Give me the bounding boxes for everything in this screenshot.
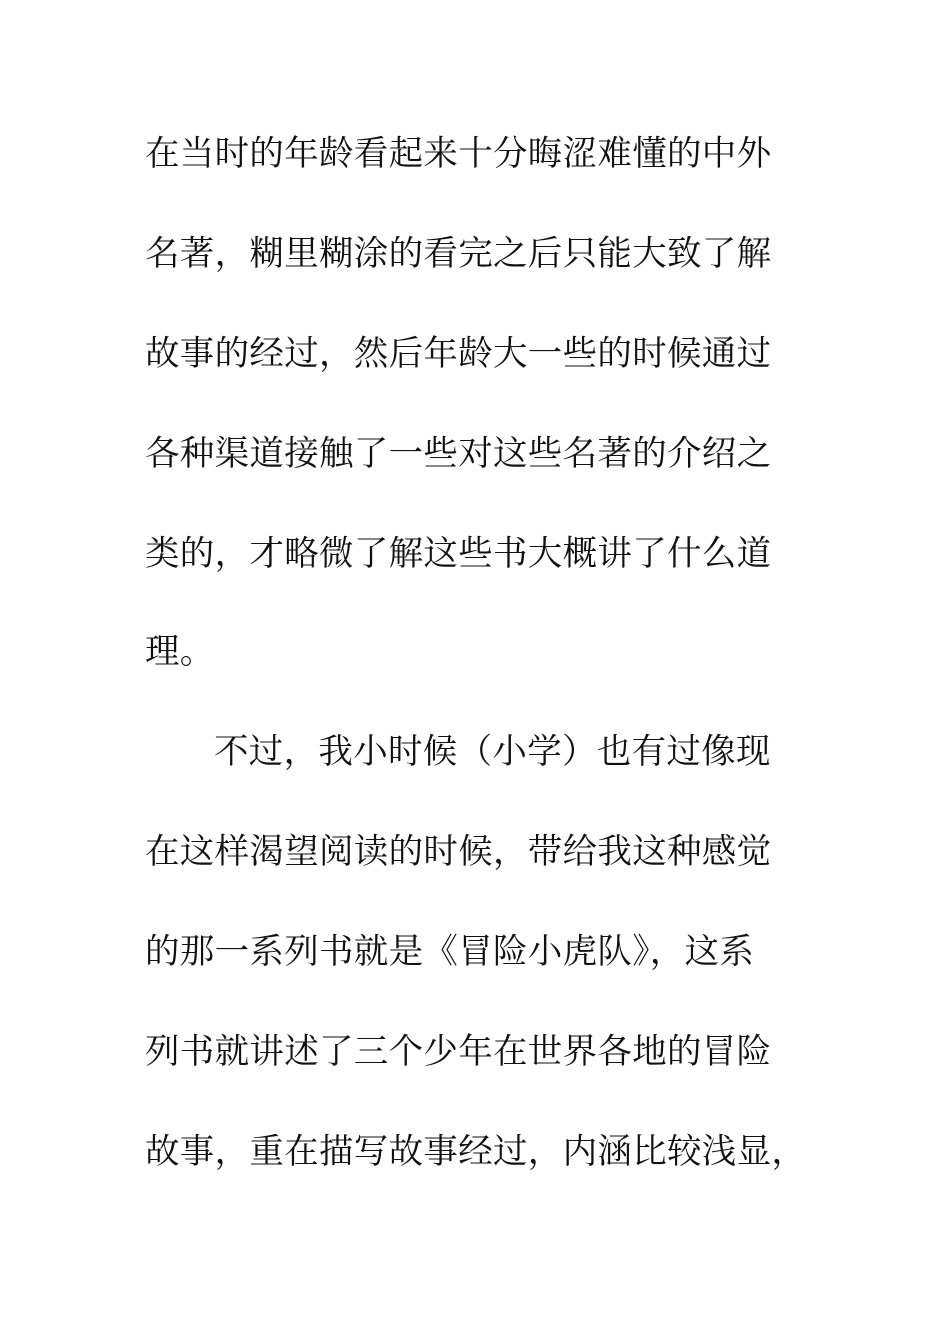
text-line: 类的，才略微了解这些书大概讲了什么道 [145,534,772,574]
paragraph-first-line: 不过，我小时候（小学）也有过像现 [214,732,771,772]
text-line: 名著，糊里糊涂的看完之后只能大致了解 [145,234,772,274]
text-line: 故事，重在描写故事经过，内涵比较浅显， [145,1132,807,1172]
text-line: 在这样渴望阅读的时候，带给我这种感觉 [145,832,772,872]
text-line: 故事的经过，然后年龄大一些的时候通过 [145,334,772,374]
text-line: 列书就讲述了三个少年在世界各地的冒险 [145,1032,772,1072]
text-line: 的那一系列书就是《冒险小虎队》，这系 [145,932,755,972]
text-line: 理。 [145,632,215,672]
text-line: 在当时的年龄看起来十分晦涩难懂的中外 [145,134,772,174]
text-line: 各种渠道接触了一些对这些名著的介绍之 [145,434,772,474]
